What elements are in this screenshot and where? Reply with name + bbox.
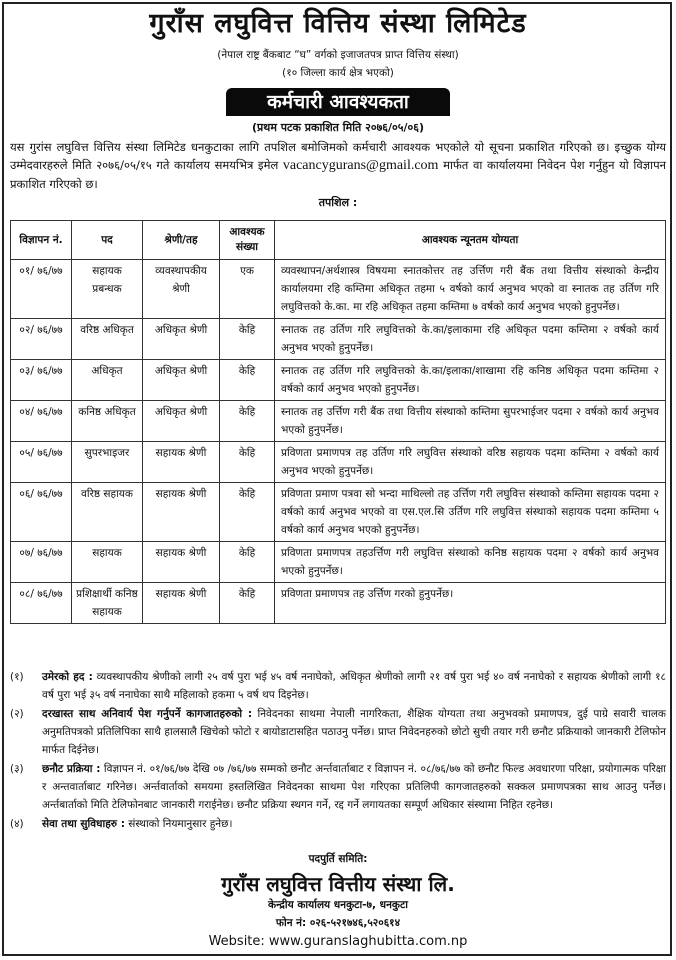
table-row	[11, 583, 666, 624]
email-link[interactable]: vacancygurans@gmail.com	[282, 158, 439, 173]
cell-level: सहायक श्रेणी	[143, 542, 220, 583]
cell-ad-no: ०२/ ७६/७७	[11, 319, 72, 360]
cell-post: अधिकृत	[72, 360, 143, 401]
note-item	[10, 815, 666, 833]
cell-count: केहि	[220, 542, 275, 583]
table-header-row	[11, 221, 666, 260]
note-label: उमेरको हद :	[42, 671, 93, 683]
cell-qualification: प्रविणता प्रमाणपत्र तह उर्तिण गरि लघुवित्त संस्थाको वरिष्ठ सहायक पदमा कम्तिमा २ वर्षको कार्य अनुभव भएको हुनुपर्नेछ।	[275, 442, 666, 483]
footer-org-name: गुराँस लघुवित्त वित्तीय संस्था लि.	[221, 872, 455, 896]
table-row	[11, 401, 666, 442]
note-item	[10, 668, 666, 704]
note-text: व्यवस्थापकीय श्रेणीको लागी २५ वर्ष पुरा भई ४५ वर्ष ननाघेको, अधिकृत श्रेणीको लागी २१ वर्ष पुरा भई ४० वर्ष ननाघेको र सहायक श्रेणीको लागी १८ वर्ष पुरा भई ३५ वर्ष ननाघेका साथै महिलाको हकमा ५ वर्ष थप दिइनेछ।	[42, 671, 667, 701]
cell-qualification: स्नातक तह उर्तिण गरि लघुवित्तको के.का/इलाका/शाखामा रहि कनिष्ठ अधिकृत पदमा कम्तिमा २ वर्षको कार्य अनुभव भएको हुनुपर्नेछ।	[275, 360, 666, 401]
note-number: (३)	[10, 763, 24, 775]
table-row	[11, 442, 666, 483]
note-number: (२)	[10, 708, 24, 720]
table-row	[11, 319, 666, 360]
header-level: श्रेणी/तह	[143, 221, 220, 260]
note-label: दरखास्त साथ अनिवार्य पेश गर्नुपर्ने कागजातहरुको :	[42, 708, 253, 720]
intro-text: यस गुरांस लघुवित्त वित्तिय संस्था लिमिटेड धनकुटाका लागि तपशिल बमोजिमको कर्मचारी आवश्यक भएकोले यो सूचना प्रकाशित गरिएको छ। इच्छुक योग्य उम्मेदवारहरुले मिति २०७६/०५/१५ गते कार्यालय समयभित्र इमेल	[10, 140, 666, 172]
cell-ad-no: ०८/ ७६/७७	[11, 583, 72, 624]
license-subtitle: (नेपाल राष्ट्र बैंकबाट “घ” वर्गको इजाजतपत्र प्राप्त वित्तिय संस्था)	[217, 49, 459, 61]
cell-ad-no: ०१/ ७६/७७	[11, 260, 72, 319]
cell-qualification: प्रविणता प्रमाण पत्रवा सो भन्दा माथिल्लो तह उर्त्तिण गरी लघुवित्त संस्थाको कम्तिमा सहायक पदमा २ वर्षको कार्य अनुभव भएको वा एस.एल.सि उर्तिण गरि लघुवित्त संस्थाको सहायक पदमा कम्तिमा ५ वर्षको कार्य अनुभव भएको हुनुपर्नेछ।	[275, 483, 666, 542]
note-item	[10, 705, 666, 759]
cell-post: कनिष्ठ अधिकृत	[72, 401, 143, 442]
note-text: संस्थाको नियमानुसार हुनेछ।	[128, 818, 233, 830]
note-number: (४)	[10, 818, 24, 830]
note-text: निवेदनका साथमा नेपाली नागरिकता, शैक्षिक योग्यता तथा अनुभवको प्रमाणपत्र, दुई पाग्रे सवारी चालक अनुमतिपत्रको प्रतिलिपिका साथै हालसालै खिचेको फोटो र बायोडाटासहित पठाउनु पर्नेछ। प्राप्त निवेदनहरुको छोटो सुची तयार गरी छनौट प्रक्रियाको जानकारी टेलिफोन मार्फत दिईनेछ।	[42, 708, 666, 756]
cell-level: अधिकृत श्रेणी	[143, 319, 220, 360]
district-subtitle: (१० जिल्ला कार्य क्षेत्र भएको)	[282, 67, 394, 79]
vacancy-table	[10, 220, 666, 624]
cell-post: सहायक	[72, 542, 143, 583]
header-qualification: आवश्यक न्यूनतम योग्यता	[275, 221, 666, 260]
cell-qualification: स्नातक तह उर्तिण गरि लघुवित्तको के.का/इलाकामा रहि अधिकृत पदमा कम्तिमा २ वर्षको कार्य अनुभव भएको हुनुपर्नेछ।	[275, 319, 666, 360]
footer-address: केन्द्रीय कार्यालय धनकुटा-७, धनकुटा	[268, 899, 408, 911]
table-row	[11, 542, 666, 583]
cell-ad-no: ०६/ ७६/७७	[11, 483, 72, 542]
cell-count: केहि	[220, 483, 275, 542]
cell-count: एक	[220, 260, 275, 319]
notes-list	[10, 668, 666, 834]
note-item	[10, 760, 666, 814]
cell-post: वरिष्ठ सहायक	[72, 483, 143, 542]
details-label: तपशिल :	[318, 196, 358, 209]
vacancy-banner: कर्मचारी आवश्यकता	[226, 88, 450, 116]
cell-post: सहायक प्रबन्धक	[72, 260, 143, 319]
cell-post: प्रशिक्षार्थी कनिष्ठ सहायक	[72, 583, 143, 624]
cell-count: केहि	[220, 319, 275, 360]
note-label: छनौट प्रक्रिया :	[42, 763, 101, 775]
intro-text-end: मार्फत वा कार्यालयमा निवेदन पेश गर्नुहुन यो विज्ञापन प्रकाशित गरिएको छ।	[10, 158, 667, 191]
footer-phone: फोन नं: ०२६-५२१७४६,५२०६१४	[275, 917, 401, 929]
cell-qualification: प्रविणता प्रमाणपत्र तह उर्त्तिण गरको हुनुपर्नेछ।	[275, 583, 666, 624]
cell-level: सहायक श्रेणी	[143, 483, 220, 542]
header-ad-no: विज्ञापन नं.	[11, 221, 72, 260]
cell-level: व्यवस्थापकीय श्रेणी	[143, 260, 220, 319]
cell-post: सुपरभाइजर	[72, 442, 143, 483]
org-title: गुराँस लघुवित्त वित्तिय संस्था लिमिटेड	[149, 8, 527, 39]
header-post: पद	[72, 221, 143, 260]
cell-ad-no: ०७/ ७६/७७	[11, 542, 72, 583]
cell-level: अधिकृत श्रेणी	[143, 360, 220, 401]
cell-level: सहायक श्रेणी	[143, 583, 220, 624]
cell-ad-no: ०४/ ७६/७७	[11, 401, 72, 442]
committee-label: पदपुर्ति समिति:	[308, 853, 368, 865]
cell-level: सहायक श्रेणी	[143, 442, 220, 483]
cell-count: केहि	[220, 442, 275, 483]
publish-date: (प्रथम पटक प्रकाशित मिति २०७६/०५/०६)	[252, 121, 424, 134]
cell-count: केहि	[220, 583, 275, 624]
intro-paragraph	[10, 138, 666, 193]
table-row	[11, 483, 666, 542]
cell-qualification: स्नातक तह उर्त्तिण गरी बैंक तथा वित्तीय संस्थाको कम्तिमा सुपरभाईजर पदमा २ वर्षको कार्य अनुभव भएको हुनुपर्नेछ।	[275, 401, 666, 442]
cell-qualification: व्यवस्थापन/अर्थशास्त्र विषयमा स्नातकोत्तर तह उर्त्तिण गरी बैंक तथा वित्तीय संस्थाको केन्द्रीय कार्यालयमा रहि कम्तिमा अधिकृत तहमा ५ वर्षको कार्य अनुभव भएको वा स्नातक तह उर्तिण गरि लघुवित्तको के.का. मा रहि अधिकृत तहमा कम्तिमा ७ वर्षको कार्य अनुभव भएको हुनुपर्नेछ।	[275, 260, 666, 319]
note-text: विज्ञापन नं. ०१/७६/७७ देखि ०७ /७६/७७ सम्मको छनौट अर्न्तवार्ताबाट र विज्ञापन नं. ०८/७६/७७ को छनौट फिल्ड अवधारणा परिक्षा, प्रयोगात्मक परिक्षा र अन्तवार्ताबाट गरिनेछ। अर्न्तवार्ताको समयमा हस्तलिखित निवेदनका साथमा पेश गरिएका प्रतिलिपी कागजातहरुको सक्कल प्रमाणपत्रका साथ आउनु पर्नेछ। अर्न्तबार्ताको मिति टेलिफोनबाट जानकारी गराईनेछ। छनौट प्रक्रिया स्थगन गर्ने, रद्द गर्ने लगायतका सम्पूर्ण अधिकार संस्थामा निहित रहनेछ।	[42, 763, 667, 811]
table-row	[11, 360, 666, 401]
table-row	[11, 260, 666, 319]
cell-level: अधिकृत श्रेणी	[143, 401, 220, 442]
note-label: सेवा तथा सुविधाहरु :	[42, 818, 125, 830]
cell-qualification: प्रविणता प्रमाणपत्र तहउर्त्तिण गरी लघुवित्त संस्थाको कनिष्ठ सहायक पदमा २ वर्षको कार्य अनुभव भएको हुनुपर्नेछ।	[275, 542, 666, 583]
note-number: (१)	[10, 671, 24, 683]
footer-website-link[interactable]: Website: www.guranslaghubitta.com.np	[208, 934, 468, 949]
header-count: आवश्यक संख्या	[220, 221, 275, 260]
cell-count: केहि	[220, 360, 275, 401]
cell-post: वरिष्ठ अधिकृत	[72, 319, 143, 360]
cell-ad-no: ०५/ ७६/७७	[11, 442, 72, 483]
cell-ad-no: ०३/ ७६/७७	[11, 360, 72, 401]
cell-count: केहि	[220, 401, 275, 442]
